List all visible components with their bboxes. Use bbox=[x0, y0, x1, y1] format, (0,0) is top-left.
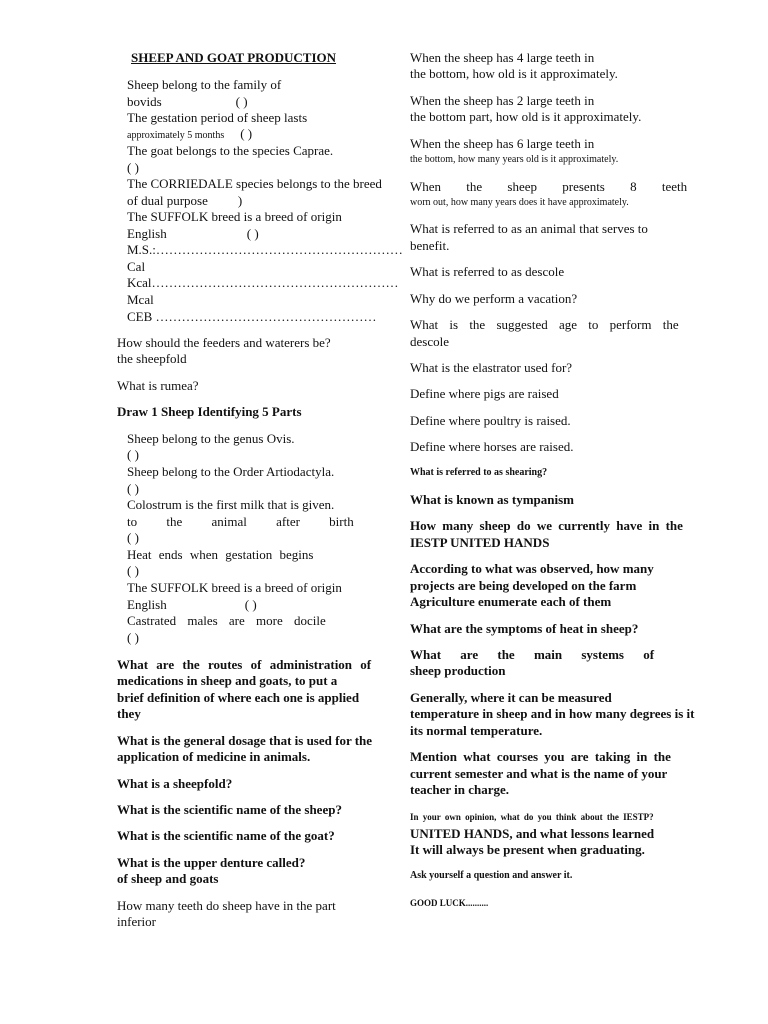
teeth-question-line-2: inferior bbox=[117, 914, 156, 929]
right-question-2-line-2: the bottom part, how old is it approximately. bbox=[410, 109, 642, 124]
routes-question-line-4: they bbox=[117, 706, 141, 721]
right-question-18-line-2: sheep production bbox=[410, 663, 506, 678]
feeders-question-line-1: How should the feeders and waterers be? bbox=[117, 335, 331, 350]
right-question-19-line-3: its normal temperature. bbox=[410, 723, 543, 738]
right-question-19-line-1: Generally, where it can be measured bbox=[410, 690, 612, 705]
right-question-14: What is known as tympanism bbox=[410, 492, 574, 507]
right-question-5-line-1: What is referred to as an animal that serves to bbox=[410, 221, 648, 236]
right-question-19-line-2: temperature in sheep and in how many degrees is it bbox=[410, 706, 695, 721]
answer-paren[interactable]: ( ) bbox=[127, 563, 139, 578]
ms-field[interactable]: M.S.:………………………………………………… bbox=[127, 242, 403, 257]
question-8-line-1: Colostrum is the first milk that is given. bbox=[127, 497, 335, 512]
right-question-8-line-2: descole bbox=[410, 334, 449, 349]
right-question-7: Why do we perform a vacation? bbox=[410, 291, 578, 306]
denture-question-line-1: What is the upper denture called? bbox=[117, 855, 306, 870]
right-question-15-line-1: How many sheep do we currently have in the bbox=[410, 518, 683, 533]
answer-paren[interactable]: ( ) bbox=[127, 160, 139, 175]
feeders-question-line-2: the sheepfold bbox=[117, 351, 187, 366]
right-question-16-line-1: According to what was observed, how many bbox=[410, 561, 654, 576]
right-question-2-line-1: When the sheep has 2 large teeth in bbox=[410, 93, 595, 108]
question-5-line-1: The SUFFOLK breed is a breed of origin bbox=[127, 209, 342, 224]
right-question-10: Define where pigs are raised bbox=[410, 386, 559, 401]
answer-paren[interactable]: ( ) bbox=[127, 481, 139, 496]
right-question-12: Define where horses are raised. bbox=[410, 439, 574, 454]
right-question-16-line-3: Agriculture enumerate each of them bbox=[410, 594, 612, 609]
question-3-line-1: The goat belongs to the species Caprae. bbox=[127, 143, 334, 158]
goat-scientific-name-question: What is the scientific name of the goat? bbox=[117, 828, 335, 843]
right-question-1-line-2: the bottom, how old is it approximately. bbox=[410, 66, 618, 81]
dosage-question-line-2: application of medicine in animals. bbox=[117, 749, 311, 764]
right-question-22: Ask yourself a question and answer it. bbox=[410, 870, 573, 881]
question-2-line-2: approximately 5 months ( ) bbox=[127, 126, 253, 141]
question-11-line-1: Castrated males are more docile bbox=[127, 613, 326, 628]
right-question-4-line-1: When the sheep presents 8 teeth bbox=[410, 179, 688, 194]
right-question-3-line-2: the bottom, how many years old is it approximately. bbox=[410, 154, 619, 165]
answer-paren[interactable]: ( ) bbox=[127, 630, 139, 645]
answer-paren[interactable]: ( ) bbox=[244, 597, 257, 612]
answer-paren[interactable]: ( ) bbox=[127, 447, 139, 462]
right-question-20-line-3: teacher in charge. bbox=[410, 782, 510, 797]
answer-paren[interactable]: ( ) bbox=[240, 126, 253, 141]
answer-paren[interactable]: ) bbox=[237, 193, 243, 208]
right-question-20-line-1: Mention what courses you are taking in the bbox=[410, 749, 671, 764]
right-question-9: What is the elastrator used for? bbox=[410, 360, 573, 375]
question-4-line-1: The CORRIEDALE species belongs to the breed bbox=[127, 176, 382, 191]
question-10-line-2: English ( ) bbox=[127, 597, 257, 612]
teeth-question-line-1: How many teeth do sheep have in the part bbox=[117, 898, 336, 913]
question-6-line-1: Sheep belong to the genus Ovis. bbox=[127, 431, 295, 446]
mcal-field[interactable]: Mcal bbox=[127, 292, 154, 307]
right-question-3-line-1: When the sheep has 6 large teeth in bbox=[410, 136, 595, 151]
right-question-21-line-1: In your own opinion, what do you think about the IESTP? bbox=[410, 812, 654, 822]
question-10-line-1: The SUFFOLK breed is a breed of origin bbox=[127, 580, 342, 595]
right-question-6: What is referred to as descole bbox=[410, 264, 565, 279]
cal-field[interactable]: Cal bbox=[127, 259, 146, 274]
answer-paren[interactable]: ( ) bbox=[246, 226, 259, 241]
right-question-11: Define where poultry is raised. bbox=[410, 413, 571, 428]
right-question-17: What are the symptoms of heat in sheep? bbox=[410, 621, 639, 636]
question-9-line-1: Heat ends when gestation begins bbox=[127, 547, 314, 562]
denture-question-line-2: of sheep and goats bbox=[117, 871, 219, 886]
right-question-20-line-2: current semester and what is the name of your bbox=[410, 766, 668, 781]
right-question-4-line-2: worn out, how many years does it have approximately. bbox=[410, 197, 629, 208]
sheep-scientific-name-question: What is the scientific name of the sheep? bbox=[117, 802, 342, 817]
routes-question-line-1: What are the routes of administration of bbox=[117, 657, 372, 672]
ceb-field[interactable]: CEB …………………………………………… bbox=[127, 309, 377, 324]
question-8-line-2: to the animal after birth bbox=[127, 514, 354, 529]
right-question-15-line-2: IESTP UNITED HANDS bbox=[410, 535, 550, 550]
right-question-21-line-3: It will always be present when graduating. bbox=[410, 842, 645, 857]
right-question-16-line-2: projects are being developed on the farm bbox=[410, 578, 637, 593]
right-question-8-line-1: What is the suggested age to perform the bbox=[410, 317, 679, 332]
answer-paren[interactable]: ( ) bbox=[235, 94, 248, 109]
question-2-line-1: The gestation period of sheep lasts bbox=[127, 110, 308, 125]
routes-question-line-2: medications in sheep and goats, to put a bbox=[117, 673, 338, 688]
right-question-5-line-2: benefit. bbox=[410, 238, 450, 253]
kcal-field[interactable]: Kcal………………………………………………… bbox=[127, 275, 399, 290]
sheepfold-question: What is a sheepfold? bbox=[117, 776, 233, 791]
question-4-line-2: of dual purpose ) bbox=[127, 193, 243, 208]
right-question-13: What is referred to as shearing? bbox=[410, 467, 548, 478]
right-question-1-line-1: When the sheep has 4 large teeth in bbox=[410, 50, 595, 65]
page-title: SHEEP AND GOAT PRODUCTION bbox=[131, 50, 337, 65]
question-1-line-2: bovids ( ) bbox=[127, 94, 248, 109]
dosage-question-line-1: What is the general dosage that is used for the bbox=[117, 733, 373, 748]
right-question-18-line-1: What are the main systems of bbox=[410, 647, 655, 662]
question-7-line-1: Sheep belong to the Order Artiodactyla. bbox=[127, 464, 335, 479]
answer-paren[interactable]: ( ) bbox=[127, 530, 139, 545]
question-1-line-1: Sheep belong to the family of bbox=[127, 77, 282, 92]
routes-question-line-3: brief definition of where each one is applied bbox=[117, 690, 360, 705]
draw-instruction: Draw 1 Sheep Identifying 5 Parts bbox=[117, 404, 302, 419]
right-question-21-line-2: UNITED HANDS, and what lessons learned bbox=[410, 826, 655, 841]
good-luck-closing: GOOD LUCK.......... bbox=[410, 898, 489, 908]
rumen-question: What is rumea? bbox=[117, 378, 199, 393]
question-5-line-2: English ( ) bbox=[127, 226, 259, 241]
